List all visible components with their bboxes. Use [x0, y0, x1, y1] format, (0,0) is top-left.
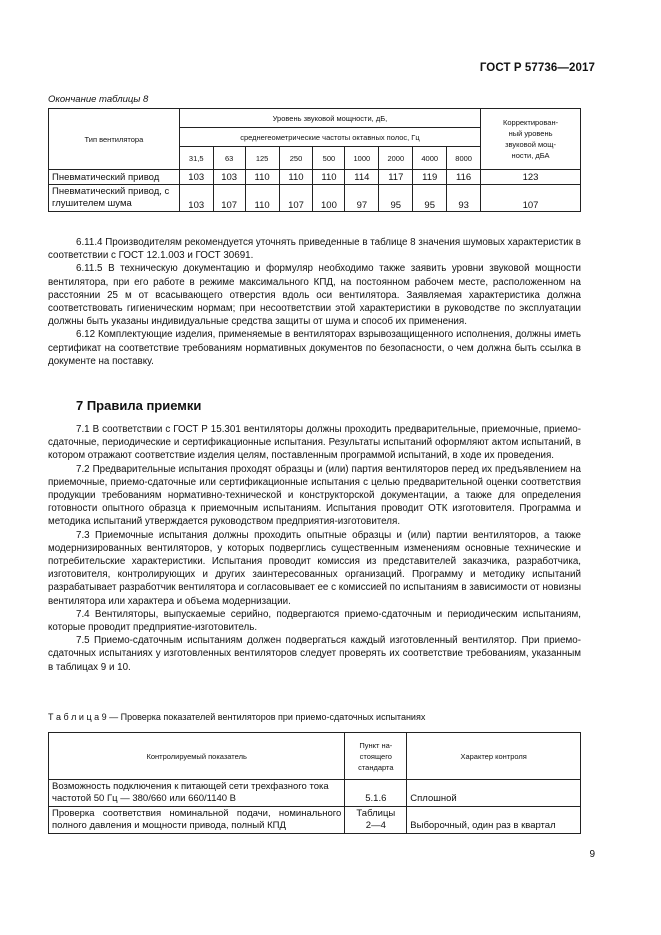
freq-cell: 1000 [345, 147, 379, 170]
value-cell: 107 [279, 185, 313, 212]
paragraph-7-5: 7.5 Приемо-сдаточным испытаниям должен подвергаться каждый изготовленный вентилятор. При приемо-сдаточных испытаниях у изготовленных вентиляторов следует проверять их соответствие требованиям, указанным в таблицах 9 и 10. [48, 635, 581, 673]
control-cell: Сплошной [407, 780, 581, 807]
paragraph-6-12: 6.12 Комплектующие изделия, применяемые в вентиляторах взрывозащищенного исполнения, должны иметь сертификат на соответствие требованиям нормативных документов по безопасности, о чем должна быть ссылка в документе на поставку. [48, 329, 581, 367]
col-header-level: Уровень звуковой мощности, дБ, [179, 109, 480, 128]
freq-cell: 250 [279, 147, 313, 170]
value-cell: 103 [179, 185, 213, 212]
table-row [49, 807, 581, 834]
freq-cell: 500 [313, 147, 345, 170]
paragraph-7-1: 7.1 В соответствии с ГОСТ Р 15.301 вентиляторы должны проходить предварительные, приемочные, приемо-сдаточные, периодические и сертификационные испытания. Результаты испытаний оформляют актом испытаний, в котором отражают соответствие изделия целям, поставленным программой испытаний, в ходе их проведения. [48, 424, 581, 462]
col-header-clause: Пункт на- стоящего стандарта [345, 733, 407, 780]
freq-cell: 8000 [447, 147, 481, 170]
section-7-title: 7 Правила приемки [76, 398, 202, 413]
value-cell: 95 [413, 185, 447, 212]
value-cell: 103 [179, 170, 213, 185]
table-9-caption [48, 712, 425, 722]
col-header-indicator: Контролируемый показатель [49, 733, 345, 780]
value-cell: 114 [345, 170, 379, 185]
value-cell: 100 [313, 185, 345, 212]
value-cell: 95 [379, 185, 413, 212]
paragraphs-section-7 [48, 423, 581, 674]
table-8-caption: Окончание таблицы 8 [48, 94, 149, 105]
corrected-cell: 123 [481, 170, 581, 185]
value-cell: 119 [413, 170, 447, 185]
page-number: 9 [589, 849, 595, 860]
paragraph-6-11-4: 6.11.4 Производителям рекомендуется уточнять приведенные в таблице 8 значения шумовых характеристик в соответствии с ГОСТ 12.1.003 и ГОСТ 30691. [48, 237, 581, 262]
paragraphs-section-6 [48, 236, 581, 368]
table-row [49, 780, 581, 807]
freq-cell: 31,5 [179, 147, 213, 170]
table-8 [48, 108, 581, 212]
freq-cell: 125 [245, 147, 279, 170]
table-row [49, 170, 581, 185]
value-cell: 110 [279, 170, 313, 185]
clause-cell: Таблицы 2—4 [345, 807, 407, 834]
freq-cell: 4000 [413, 147, 447, 170]
corrected-cell: 107 [481, 185, 581, 212]
value-cell: 117 [379, 170, 413, 185]
indicator-cell: Возможность подключения к питающей сети трехфазного тока частотой 50 Гц — 380/660 или 660/1140 В [49, 780, 345, 807]
table-9 [48, 732, 581, 834]
value-cell: 107 [213, 185, 245, 212]
row-label: Пневматический привод [49, 170, 180, 185]
value-cell: 110 [245, 170, 279, 185]
row-label: Пневматический привод, с глушителем шума [49, 185, 180, 212]
paragraph-7-3: 7.3 Приемочные испытания должны проходить опытные образцы и (или) партии вентиляторов, а также модернизированных вентиляторов, у которых подверглись существенным изменениям основные технические и потребительские характеристики. Испытания проводит комиссия из представителей заказчика, разработчика, изготовителя, контролирующих и других заинтересованных организаций. Программу и методику испытаний разрабатывает разработчик вентилятора и согласовывает ее с комиссией по испытаниям в зависимости от новизны вентилятора или характера и объема модернизации. [48, 529, 581, 607]
col-header-control: Характер контроля [407, 733, 581, 780]
value-cell: 110 [245, 185, 279, 212]
document-code: ГОСТ Р 57736—2017 [479, 62, 595, 74]
value-cell: 93 [447, 185, 481, 212]
indicator-cell: Проверка соответствия номинальной подачи, номинального полного давления и мощности привода, полный КПД [49, 807, 345, 834]
col-header-corrected: Корректирован- ный уровень звуковой мощ- ности, дБА [481, 109, 581, 170]
freq-cell: 2000 [379, 147, 413, 170]
paragraph-6-11-5: 6.11.5 В техническую документацию и формуляр необходимо также заявить уровни звуковой мощности вентилятора, при его работе в режиме максимального КПД, на постоянном рабочем месте, расположенном на расстоянии 25 м от всасывающего отверстия вдоль оси вентилятора. Заявляемая характеристика должна соответствовать гигиеническим нормам; при несоответствии этой характеристики в руководстве по эксплуатации должны быть указаны индивидуальные средства защиты от шума и способ их применения. [48, 263, 581, 328]
value-cell: 116 [447, 170, 481, 185]
col-header-type: Тип вентилятора [49, 109, 180, 170]
table-9-title: — Проверка показателей вентиляторов при приемо-сдаточных испытаниях [106, 712, 426, 722]
freq-cell: 63 [213, 147, 245, 170]
value-cell: 97 [345, 185, 379, 212]
col-header-freq: среднегеометрические частоты октавных полос, Гц [179, 128, 480, 147]
value-cell: 110 [313, 170, 345, 185]
paragraph-7-2: 7.2 Предварительные испытания проходят образцы и (или) партия вентиляторов перед их предъявлением на приемочные, приемо-сдаточные или сертификационные испытания с целью предварительной оценки соответствия продукции требованиям нормативно-технической и конструкторской документации, а также для определения готовности опытного образца к приемочным испытаниям. Испытания проводит ОТК изготовителя. Программа и методика испытаний утверждается руководством предприятия-изготовителя. [48, 463, 581, 528]
control-cell: Выборочный, один раз в квартал [407, 807, 581, 834]
paragraph-7-4: 7.4 Вентиляторы, выпускаемые серийно, подвергаются приемо-сдаточным и периодическим испытаниям, которые проводит предприятие-изготовитель. [48, 608, 581, 634]
value-cell: 103 [213, 170, 245, 185]
table-9-label: Т а б л и ц а 9 [48, 712, 107, 722]
clause-cell: 5.1.6 [345, 780, 407, 807]
table-row [49, 185, 581, 212]
